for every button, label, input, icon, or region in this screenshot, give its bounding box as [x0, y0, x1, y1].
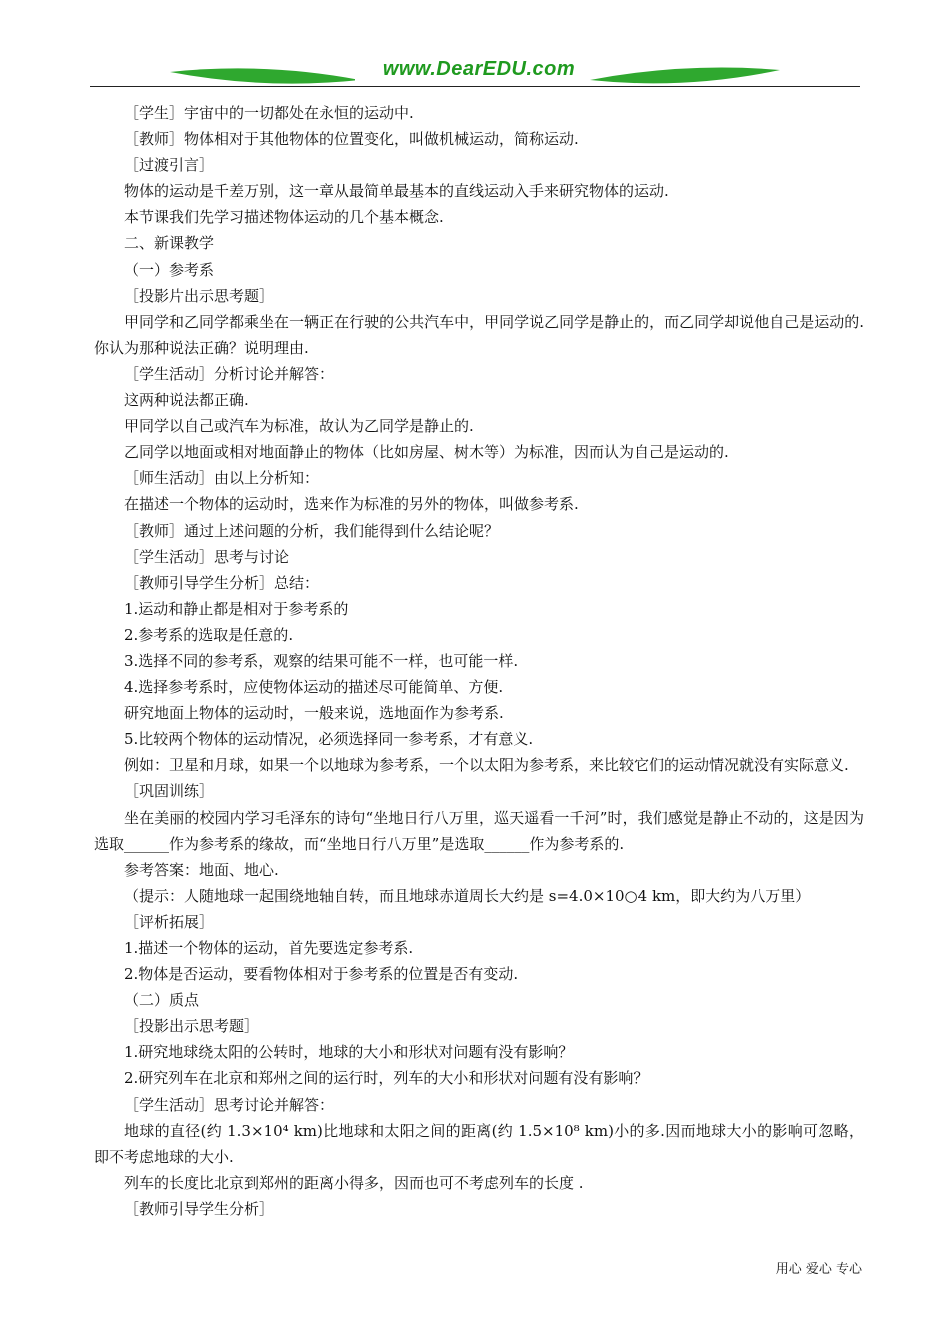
paragraph: 研究地面上物体的运动时，一般来说，选地面作为参考系. — [124, 704, 504, 723]
paragraph: ［学生活动］思考讨论并解答： — [124, 1095, 335, 1114]
paragraph: 甲同学和乙同学都乘坐在一辆正在行驶的公共汽车中，甲同学说乙同学是静止的，而乙同学却说他自己是运动的.你认为那种说法正确？说明理由. — [94, 312, 864, 357]
paragraph: ［学生活动］思考与讨论 — [124, 547, 290, 566]
list-item: 1.研究地球绕太阳的公转时，地球的大小和形状对问题有没有影响？ — [124, 1043, 574, 1062]
list-item: 2.研究列车在北京和郑州之间的运行时，列车的大小和形状对问题有没有影响？ — [124, 1069, 649, 1088]
paragraph: ［巩固训练］ — [124, 782, 215, 801]
site-logo: www.DearEDU.com — [355, 58, 603, 81]
paragraph: 本节课我们先学习描述物体运动的几个基本概念. — [124, 208, 444, 227]
list-item: 2.参考系的选取是任意的. — [124, 625, 294, 644]
subsection-heading: （一）参考系 — [124, 260, 215, 279]
paragraph: ［教师］通过上述问题的分析，我们能得到什么结论呢？ — [124, 521, 500, 540]
list-item: 2.物体是否运动，要看物体相对于参考系的位置是否有变动. — [124, 965, 519, 984]
paragraph: ［过渡引言］ — [124, 156, 215, 175]
subsection-heading: （二）质点 — [124, 991, 200, 1010]
left-leaf-decoration — [170, 64, 360, 88]
header-rule — [90, 86, 860, 87]
paragraph: ［教师引导学生分析］总结： — [124, 573, 320, 592]
paragraph: ［评析拓展］ — [124, 912, 215, 931]
list-item: 4.选择参考系时，应使物体运动的描述尽可能简单、方便. — [124, 678, 504, 697]
paragraph: 物体的运动是千差万别，这一章从最简单最基本的直线运动入手来研究物体的运动. — [124, 182, 669, 201]
paragraph: 这两种说法都正确. — [124, 391, 249, 410]
paragraph: ［教师引导学生分析］ — [124, 1199, 275, 1218]
paragraph: 甲同学以自己或汽车为标准，故认为乙同学是静止的. — [124, 417, 474, 436]
exercise-paragraph: 坐在美丽的校园内学习毛泽东的诗句“坐地日行八万里，巡天遥看一千河”时，我们感觉是静止不动的，这是因为选取______作为参考系的缘故，而“坐地日行八万里”是选取______作为参考系的. — [94, 808, 864, 853]
list-item: 1.描述一个物体的运动，首先要选定参考系. — [124, 939, 414, 957]
paragraph: ［师生活动］由以上分析知： — [124, 469, 320, 488]
list-item: 1.运动和静止都是相对于参考系的 — [124, 599, 349, 618]
page-header — [90, 56, 860, 92]
paragraph: ［学生］宇宙中的一切都处在永恒的运动中. — [124, 104, 414, 122]
list-item: 5.比较两个物体的运动情况，必须选择同一参考系，才有意义. — [124, 730, 534, 749]
document-body — [94, 100, 864, 1222]
paragraph: 地球的直径(约 1.3×10⁴ km)比地球和太阳之间的距离(约 1.5×10⁸ km)小的多.因而地球大小的影响可忽略，即不考虑地球的大小. — [94, 1121, 864, 1166]
right-leaf-decoration — [590, 64, 780, 88]
paragraph: ［投影片出示思考题］ — [124, 286, 275, 305]
paragraph: 乙同学以地面或相对地面静止的物体（比如房屋、树木等）为标准，因而认为自己是运动的. — [124, 443, 729, 462]
list-item: 3.选择不同的参考系，观察的结果可能不一样，也可能一样. — [124, 651, 519, 670]
paragraph: ［投影出示思考题］ — [124, 1017, 260, 1036]
section-heading: 二、新课教学 — [124, 234, 215, 253]
paragraph: ［学生活动］分析讨论并解答： — [124, 364, 335, 383]
paragraph: 列车的长度比北京到郑州的距离小得多，因而也可不考虑列车的长度 . — [124, 1173, 584, 1192]
hint-paragraph: （提示：人随地球一起围绕地轴自转，而且地球赤道周长大约是 s=4.0×10○4 km，即大约为八万里） — [124, 886, 811, 905]
answer-paragraph: 参考答案：地面、地心. — [124, 860, 279, 879]
paragraph: 例如：卫星和月球，如果一个以地球为参考系，一个以太阳为参考系，来比较它们的运动情况就没有实际意义. — [124, 756, 849, 775]
definition-paragraph: 在描述一个物体的运动时，选来作为标准的另外的物体，叫做参考系. — [124, 495, 579, 514]
paragraph: ［教师］物体相对于其他物体的位置变化，叫做机械运动，简称运动. — [124, 130, 579, 149]
page-footer: 用心 爱心 专心 — [775, 1262, 862, 1277]
